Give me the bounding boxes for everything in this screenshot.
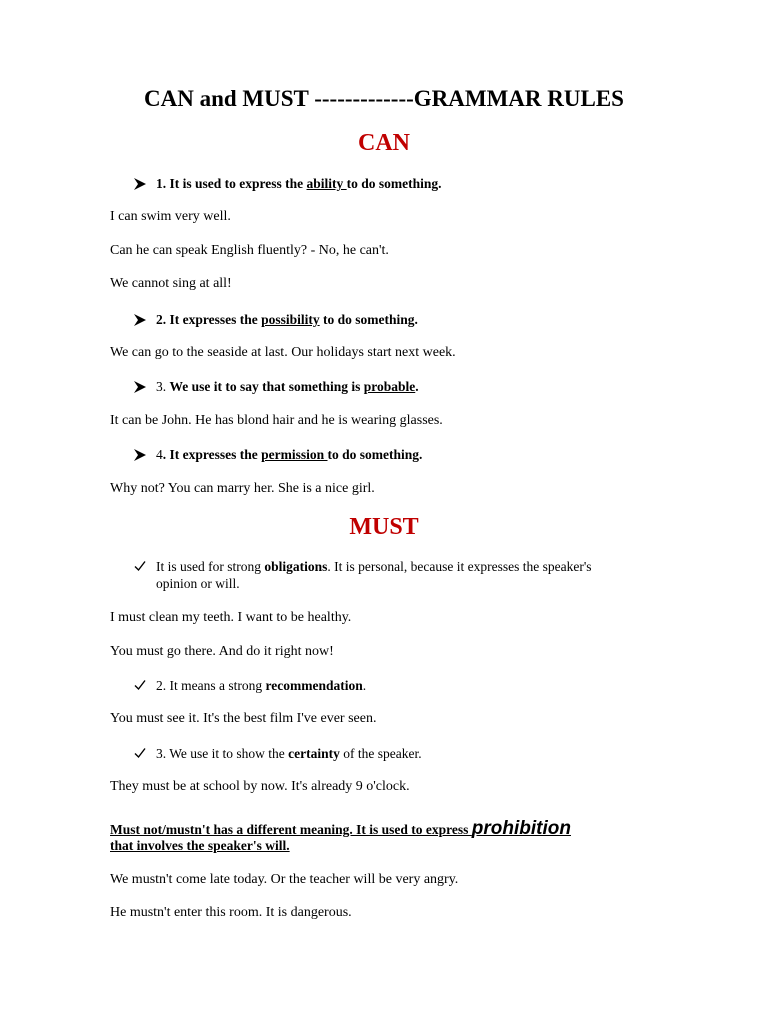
rule-keyword: possibility <box>261 312 320 327</box>
can-rule-1 <box>156 176 442 192</box>
rule-number: 4 <box>156 447 163 462</box>
rule-text: . It is personal, because it expresses the speaker's <box>327 559 592 574</box>
arrow-bullet-icon <box>133 313 147 329</box>
can-rule-2 <box>156 312 418 328</box>
rule-text: . <box>362 678 367 693</box>
rule-text: to do something. <box>327 447 423 462</box>
must-example-2: You must go there. And do it right now! <box>110 644 334 659</box>
can-example-6: Why not? You can marry her. She is a nice girl. <box>110 481 375 496</box>
must-example-1: I must clean my teeth. I want to be healthy. <box>110 610 352 625</box>
page-title: CAN and MUST -------------GRAMMAR RULES <box>144 86 624 111</box>
prohibition-note-continuation: that involves the speaker's will. <box>110 838 290 853</box>
section-heading-must: MUST <box>349 514 419 540</box>
checkmark-icon <box>133 678 147 694</box>
rule-number: 3. <box>156 379 170 394</box>
must-rule-3 <box>156 746 422 762</box>
must-example-6: He mustn't enter this room. It is dangerous. <box>110 905 352 920</box>
can-example-2: Can he can speak English fluently? - No, he can't. <box>110 243 389 258</box>
rule-text: to do something. <box>319 312 418 327</box>
rule-text: It is used for strong <box>156 559 265 574</box>
rule-keyword: certainty <box>288 746 340 761</box>
rule-text: . <box>415 379 419 394</box>
rule-keyword: recommendation <box>265 678 363 693</box>
rule-text: 1. It is used to express the <box>156 176 307 191</box>
rule-text: to do something. <box>346 176 442 191</box>
can-example-5: It can be John. He has blond hair and he is wearing glasses. <box>110 413 443 428</box>
rule-text: 3. We use it to show the <box>156 746 289 761</box>
prohibition-note <box>110 818 571 840</box>
can-example-3: We cannot sing at all! <box>110 276 232 291</box>
rule-keyword: ability <box>306 176 347 191</box>
section-heading-can: CAN <box>358 130 410 156</box>
must-example-4: They must be at school by now. It's already 9 o'clock. <box>110 779 410 794</box>
arrow-bullet-icon <box>133 448 147 464</box>
rule-text: We use it to say that something is <box>169 379 364 394</box>
checkmark-icon <box>133 559 147 575</box>
rule-text: 2. It means a strong <box>156 678 266 693</box>
can-rule-4 <box>156 447 422 463</box>
rule-text: of the speaker. <box>339 746 422 761</box>
can-rule-3 <box>156 379 419 395</box>
arrow-bullet-icon <box>133 177 147 193</box>
can-example-4: We can go to the seaside at last. Our holidays start next week. <box>110 345 456 360</box>
rule-text: . It expresses the <box>162 447 262 462</box>
rule-text: 2. It expresses the <box>156 312 262 327</box>
checkmark-icon <box>133 746 147 762</box>
must-rule-1-continuation: opinion or will. <box>156 576 240 591</box>
note-keyword: prohibition <box>471 818 571 839</box>
must-example-3: You must see it. It's the best film I've ever seen. <box>110 711 377 726</box>
must-rule-2 <box>156 678 366 694</box>
note-text: Must not/mustn't has a different meaning. It is used to express <box>110 822 472 837</box>
can-example-1: I can swim very well. <box>110 209 231 224</box>
must-example-5: We mustn't come late today. Or the teacher will be very angry. <box>110 872 459 887</box>
must-rule-1 <box>156 559 592 575</box>
rule-keyword: permission <box>261 447 328 462</box>
rule-keyword: probable <box>363 379 416 394</box>
rule-keyword: obligations <box>264 559 328 574</box>
arrow-bullet-icon <box>133 380 147 396</box>
